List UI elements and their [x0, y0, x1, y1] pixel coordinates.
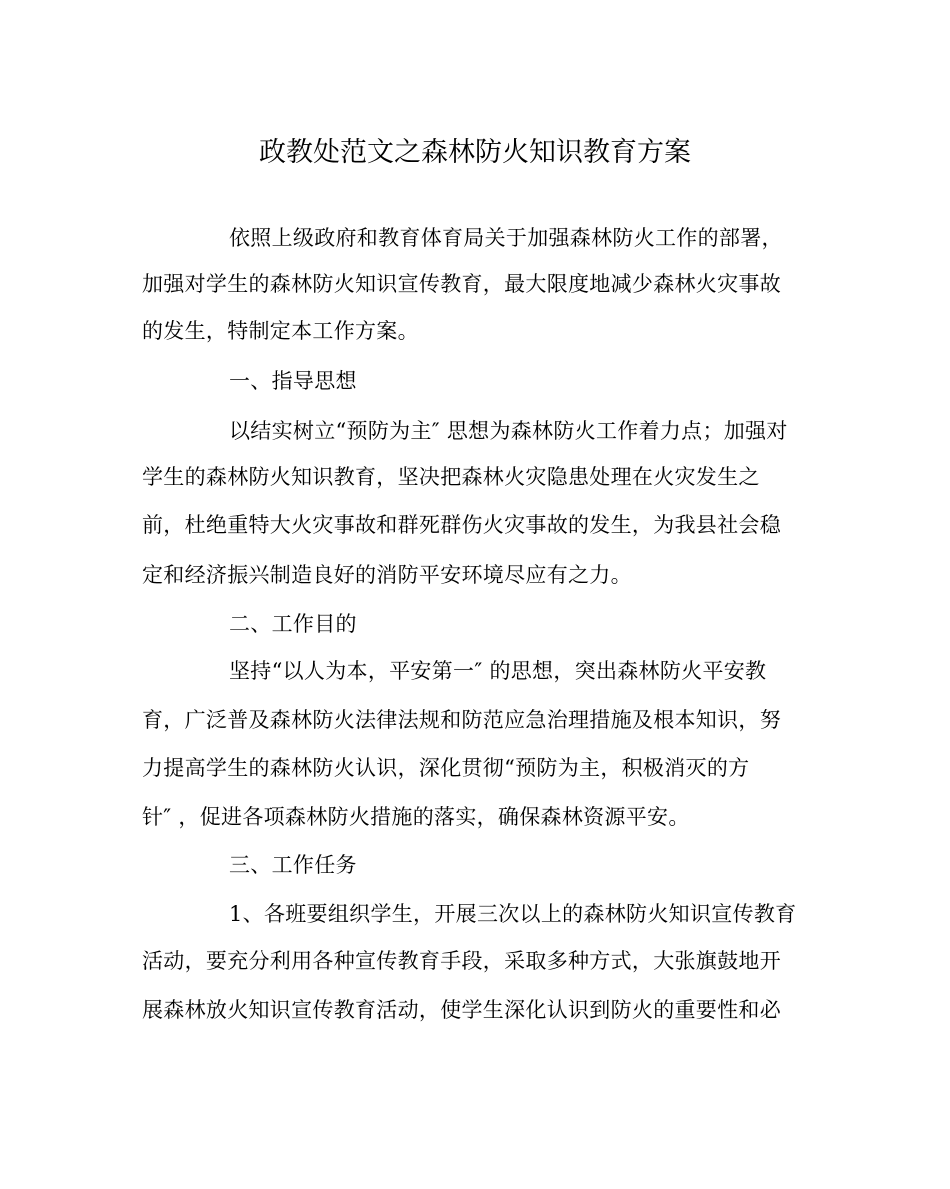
paragraph-line: 定和经济振兴制造良好的消防平安环境尽应有之力。: [142, 563, 632, 587]
paragraph-line: 依照上级政府和教育体育局关于加强森林防火工作的部署，: [229, 226, 783, 250]
document-title: 政教处范文之森林防火知识教育方案: [259, 137, 691, 168]
paragraph-line: 的发生，特制定本工作方案。: [142, 319, 419, 343]
section-heading: 一、指导思想: [229, 369, 357, 393]
paragraph-line: 力提高学生的森林防火认识，深化贯彻“预防为主，积极消灭的方: [142, 756, 750, 780]
paragraph-line: 1、各班要组织学生，开展三次以上的森林防火知识宣传教育: [229, 902, 797, 926]
paragraph-line: 加强对学生的森林防火知识宣传教育，最大限度地减少森林火灾事故: [142, 272, 781, 296]
paragraph-line: 前，杜绝重特大火灾事故和群死群伤火灾事故的发生，为我县社会稳: [142, 513, 781, 537]
paragraph-line: 以结实树立“预防为主″ 思想为森林防火工作着力点；加强对: [229, 419, 788, 443]
paragraph-line: 学生的森林防火知识教育，坚决把森林火灾隐患处理在火灾发生之: [142, 465, 760, 489]
section-heading: 二、工作目的: [229, 612, 357, 636]
paragraph-line: 针″ ，促进各项森林防火措施的落实，确保森林资源平安。: [142, 805, 690, 829]
paragraph-line: 坚持“以人为本，平安第一″ 的思想，突出森林防火平安教: [229, 659, 767, 683]
section-heading: 三、工作任务: [229, 853, 357, 877]
paragraph-line: 展森林放火知识宣传教育活动，使学生深化认识到防火的重要性和必: [142, 998, 781, 1022]
paragraph-line: 活动，要充分利用各种宣传教育手段，采取多种方式，大张旗鼓地开: [142, 949, 781, 973]
paragraph-line: 育，广泛普及森林防火法律法规和防范应急治理措施及根本知识，努: [142, 708, 781, 732]
